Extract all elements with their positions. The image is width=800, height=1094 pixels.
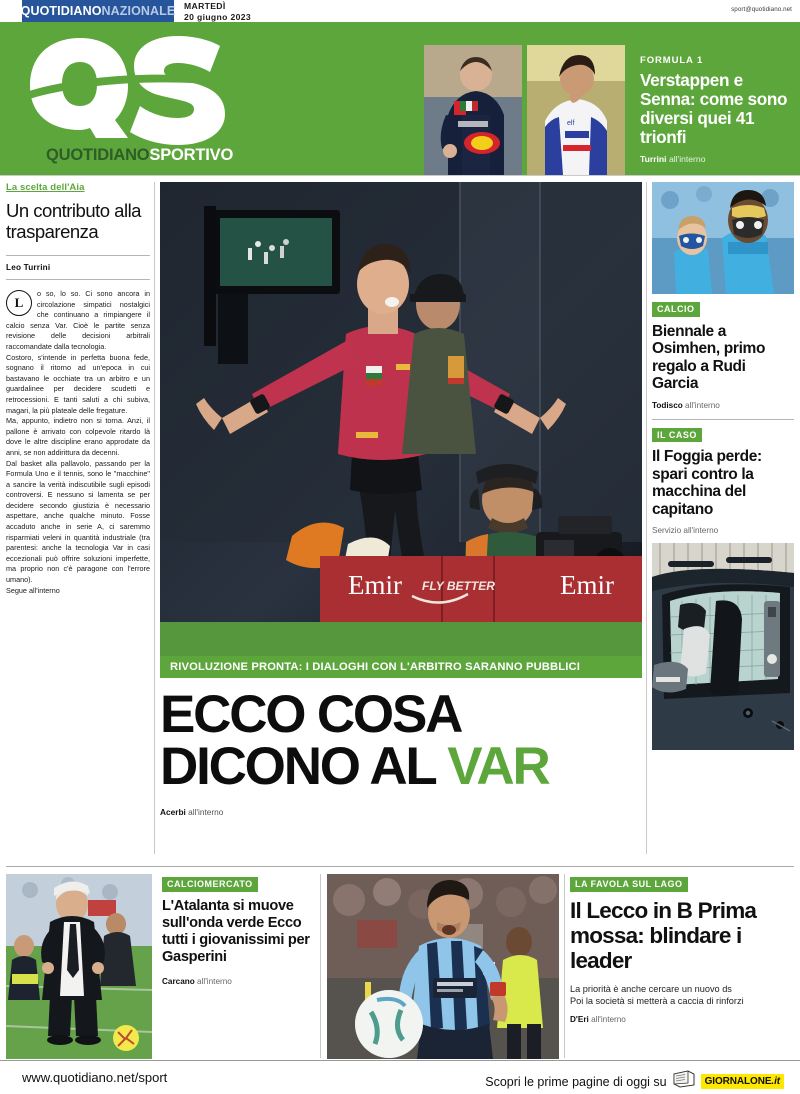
editorial-continuation[interactable]: Segue all'interno [6,585,60,595]
editorial-rule-1 [6,255,150,256]
bottom-section-divider [6,866,794,867]
giornalone-tld: .it [771,1075,780,1087]
editorial-paragraph: Dal basket alla pallavolo, passando per la Formula Uno e il tennis, sono le "macchine" a sancire la verità indiscutibile sugli episodi controversi. E nessuno si lamenta se per decidere secondo giustizia è necessario aspettare, anche qualche minuto. Fosse accaduto anche in serie A, ci saremmo risparmiati veleni in quantità industriale (tra parentesi: anche la tecnologia Var in casi eccezionali può offrire soluzioni imperfette, ma proprio non c'è paragone con l'errore umano). [6,458,150,585]
lecco-subhead [570,983,796,1008]
calciomercato-byline-suffix: all'interno [194,977,232,987]
main-headline-black: ECCO COSA DICONO AL [160,685,460,796]
formula1-photos [424,45,625,175]
main-story-banner-text: RIVOLUZIONE PRONTA: I DIALOGHI CON L'ARBITRO SARANNO PUBBLICI [170,661,580,673]
verstappen-photo [424,45,522,175]
bottom-divider-2 [564,874,565,1058]
tag-il-caso[interactable]: IL CASO [652,428,702,443]
giornalone-badge[interactable] [701,1074,784,1089]
svg-text:Emir: Emir [348,570,402,600]
svg-text:Emir: Emir [560,570,614,600]
editorial-kicker[interactable]: La scelta dell'Aia [6,182,85,193]
calciomercato-story [162,874,314,986]
lecco-subhead-line2: Poi la società si metterà a caccia di rinforzi [570,996,744,1006]
column-divider-left [154,182,155,854]
editorial-body [6,289,150,596]
formula1-byline [640,154,795,164]
formula1-headline[interactable]: Verstappen e Senna: come sono diversi quei 41 trionfi [640,70,788,147]
svg-text:elf: elf [567,120,575,127]
main-content-area [0,176,800,866]
background-person [402,274,476,454]
formula1-story [640,55,795,164]
formula1-byline-suffix: all'interno [666,154,706,164]
calcio-byline-suffix: all'interno [682,400,720,410]
editorial-paragraph: o so, lo so. Ci sono ancora in circolazione simpatici nostalgici che continuano a rimpiangere il calcio senza Var. Cioè le partite senza revisione delle decisioni arbitrali raccomandate dalla tecnologia. [6,289,150,351]
right-column-divider [652,419,794,420]
lecco-byline [570,1015,796,1024]
main-story-headline[interactable] [160,685,642,796]
bottom-section [0,866,800,1066]
contact-email[interactable]: sport@quotidiano.net [731,6,792,13]
calcio-headline[interactable]: Biennale a Osimhen, primo regalo a Rudi Garcia [652,322,766,392]
main-story-photo [160,182,642,656]
main-headline-green: VAR [447,737,549,796]
bottom-divider-1 [320,874,321,1058]
tag-calciomercato[interactable]: CALCIOMERCATO [162,877,258,892]
date-label: 20 giugno 2023 [184,11,251,22]
website-url[interactable]: www.quotidiano.net/sport [22,1070,168,1085]
footer-promo [485,1070,784,1093]
column-divider-right [646,182,647,854]
osimhen-photo [652,182,794,294]
formula1-kicker: FORMULA 1 [640,55,704,66]
logo-sub-light: SPORTIVO [149,146,234,164]
qs-logo-subtitle [46,146,233,165]
tag-la-favola-sul-lago[interactable]: LA FAVOLA SUL LAGO [570,877,688,892]
tag-calcio[interactable]: CALCIO [652,302,700,317]
editorial-first-paragraph-row [6,289,150,353]
editorial-rule-2 [6,279,150,280]
qs-logo[interactable] [22,34,237,164]
lecco-player-photo [327,874,559,1059]
svg-text:FLY BETTER: FLY BETTER [422,579,495,593]
main-story-banner [160,656,642,678]
badge-bold-text: QUOTIDIANO [20,4,102,18]
masthead-banner [0,22,800,175]
top-bar [0,0,800,22]
badge-light-text: NAZIONALE [101,4,176,18]
editorial-paragraph: Costoro, s'intende in perfetta buona fede, sognano il ritorno ad un'epoca in cui bastavano le occhiate tra un arbitro e un guardalinee per decidere scudetti e retrocessioni. E tanti saluti a chi subiva, magari, la più plateale delle fregature. [6,352,150,415]
lecco-subhead-line1: La priorità è anche cercare un nuovo ds [570,983,732,994]
calciomercato-headline[interactable]: L'Atalanta si muove sull'onda verde Ecco tutti i giovanissimi per Gasperini [162,897,310,966]
formula1-byline-author: Turrini [640,154,667,164]
editorial-column [6,182,150,854]
date-block [184,1,251,22]
damaged-car-photo [652,543,794,750]
senna-photo [527,45,625,175]
calciomercato-byline [162,977,314,986]
editorial-dropcap: L [6,290,32,316]
lecco-story [570,874,796,1024]
ilcaso-byline [652,526,794,535]
giornalone-name: GIORNALONE [704,1075,772,1087]
ilcaso-byline-suffix: Servizio all'interno [652,526,719,535]
right-column [652,182,794,750]
quotidiano-nazionale-badge[interactable] [22,0,174,22]
newspaper-stack-icon [672,1070,696,1093]
calciomercato-byline-author: Carcano [162,977,195,987]
editorial-title[interactable]: Un contributo alla trasparenza [6,200,141,242]
editorial-paragraph: Ma, appunto, indietro non si torna. Anzi, il pallone è arrivato con colpevole ritardo là dove le altre discipline erano approdate da anni, se non addirittura da decenni. [6,416,150,457]
lecco-byline-suffix: all'interno [588,1014,626,1024]
footer-bar [0,1060,800,1094]
footer-promo-text: Scopri le prime pagine di oggi su [485,1074,667,1089]
ilcaso-headline[interactable]: Il Foggia perde: spari contro la macchina del capitano [652,448,762,518]
logo-sub-dark: QUOTIDIANO [46,146,150,164]
calcio-byline [652,401,794,410]
main-byline-suffix: all'interno [185,807,224,817]
main-story [160,182,642,817]
qs-logo-mark [22,34,237,146]
gasperini-photo [6,874,152,1059]
lecco-headline[interactable]: Il Lecco in B Prima mossa: blindare i leader [570,897,757,973]
calcio-byline-author: Todisco [652,400,683,410]
advertising-board [320,556,642,622]
main-story-byline [160,807,642,817]
weekday-label: MARTEDÌ [184,1,226,11]
editorial-author: Leo Turrini [6,263,51,272]
main-byline-author: Acerbi [160,807,186,817]
lecco-byline-author: D'Eri [570,1014,589,1024]
